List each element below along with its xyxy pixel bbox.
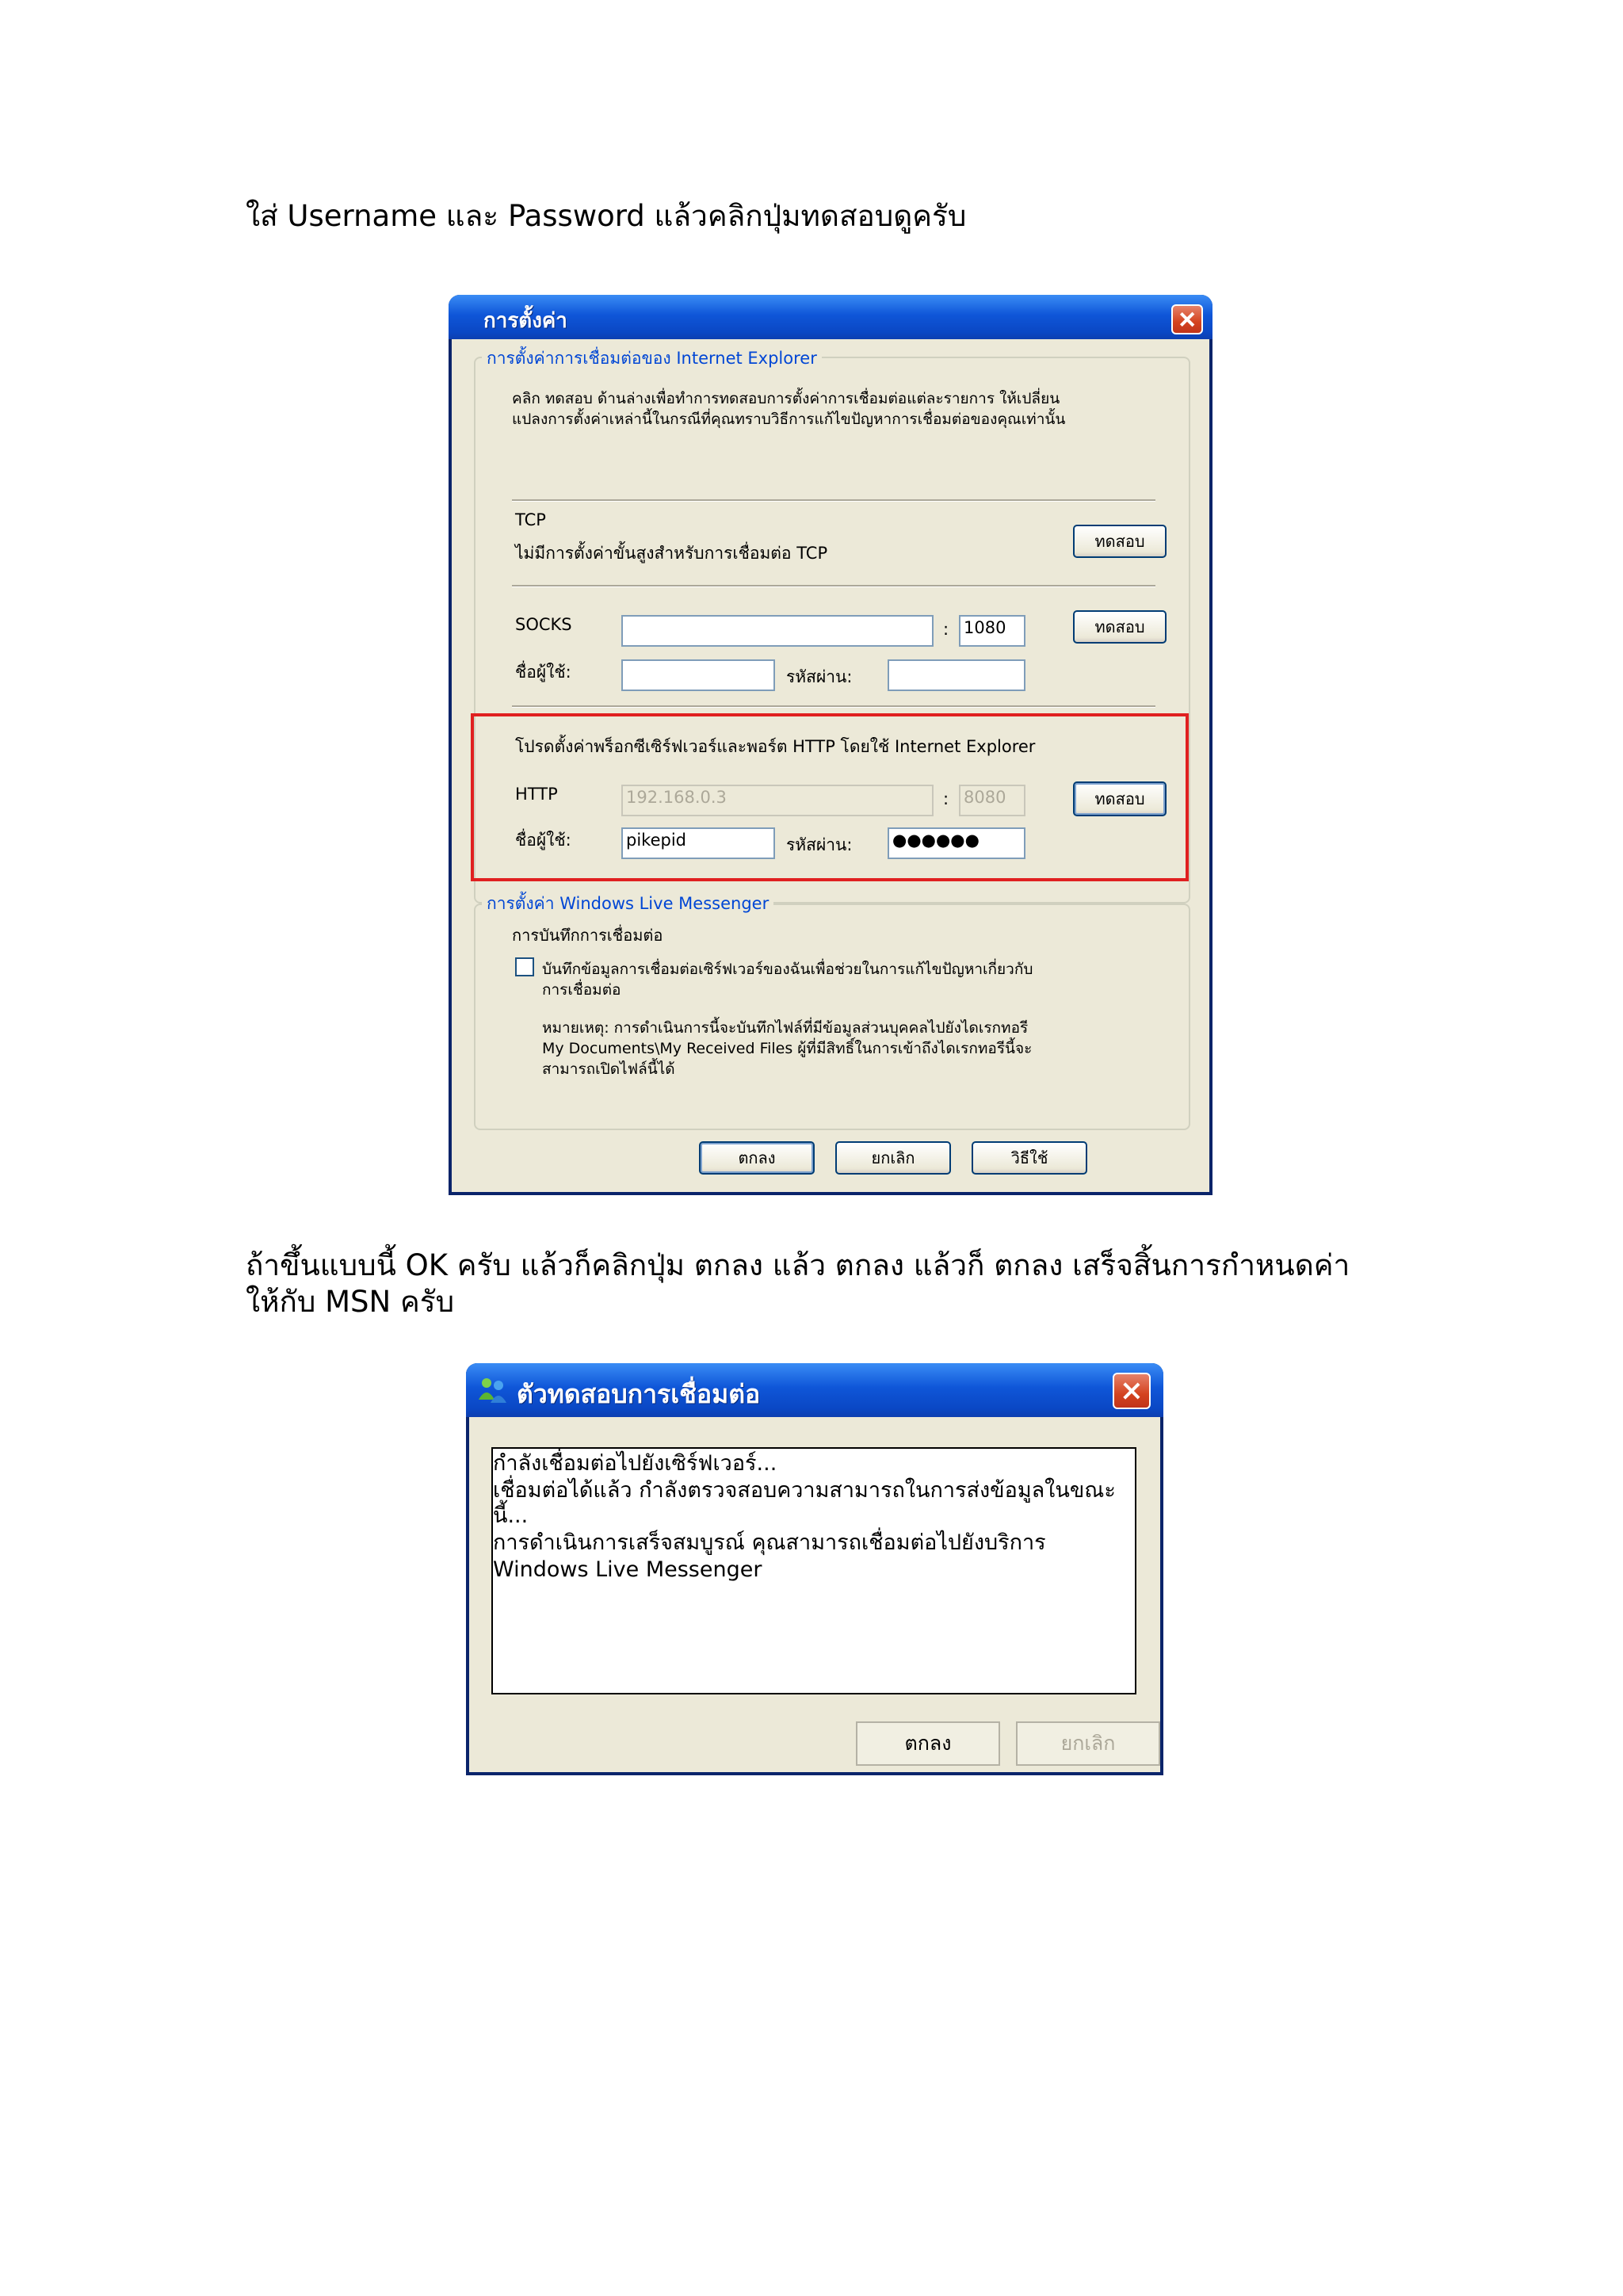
log-line: เชื่อมต่อได้แล้ว กำลังตรวจสอบความสามารถในการส่งข้อมูลในขณะ (493, 1478, 1116, 1503)
help-button[interactable]: วิธีใช้ (972, 1141, 1087, 1175)
connection-tester-dialog (466, 1363, 1163, 1775)
ok-button[interactable]: ตกลง (699, 1141, 815, 1175)
http-colon: : (943, 789, 949, 808)
tcp-test-button[interactable]: ทดสอบ (1073, 525, 1167, 558)
tester-cancel-button: ยกเลิก (1016, 1721, 1160, 1766)
socks-colon: : (943, 620, 949, 639)
http-note: โปรดตั้งค่าพร็อกซีเซิร์ฟเวอร์และพอร์ต HTTP โดยใช้ Internet Explorer (515, 737, 1036, 756)
divider (512, 499, 1155, 502)
instruction-text-2-line1: ถ้าขึ้นแบบนี้ OK ครับ แล้วก็คลิกปุ่ม ตกลง แล้ว ตกลง แล้วก็ ตกลง เสร็จสิ้นการกำหนดค่า (246, 1248, 1350, 1282)
http-password-input[interactable]: ●●●●●● (888, 827, 1025, 859)
divider (512, 585, 1155, 587)
socks-username-input[interactable] (621, 659, 775, 691)
divider (512, 705, 1155, 708)
logging-checkbox[interactable] (515, 957, 534, 976)
http-password-label: รหัสผ่าน: (786, 835, 853, 854)
messenger-buddies-icon (477, 1376, 509, 1404)
ie-group-legend: การตั้งค่าการเชื่อมต่อของ Internet Explorer (482, 346, 822, 372)
http-label: HTTP (515, 785, 558, 804)
settings-body (452, 339, 1209, 1192)
settings-dialog (449, 295, 1212, 1195)
wlm-group-legend: การตั้งค่า Windows Live Messenger (482, 891, 773, 917)
log-line: นี้... (493, 1503, 529, 1528)
socks-password-label: รหัสผ่าน: (786, 667, 853, 686)
tester-titlebar[interactable] (466, 1363, 1163, 1417)
settings-title: การตั้งค่า (483, 309, 567, 333)
log-line: Windows Live Messenger (493, 1557, 762, 1582)
socks-label: SOCKS (515, 615, 572, 634)
socks-username-label: ชื่อผู้ใช้: (515, 663, 571, 682)
socks-server-input[interactable] (621, 615, 934, 647)
instruction-text-1: ใส่ Username และ Password แล้วคลิกปุ่มทดสอบดูครับ (246, 199, 967, 233)
log-line: การดำเนินการเสร็จสมบูรณ์ คุณสามารถเชื่อมต่อไปยังบริการ (493, 1530, 1046, 1555)
http-port-input: 8080 (959, 785, 1025, 816)
tcp-label: TCP (515, 510, 546, 529)
http-username-label: ชื่อผู้ใช้: (515, 831, 571, 850)
note-line2: My Documents\My Received Files ผู้ที่มีสิทธิ์ในการเข้าถึงไดเรกทอรีนี้จะ (542, 1040, 1033, 1057)
note-line3: สามารถเปิดไฟล์นี้ได้ (542, 1060, 675, 1078)
instruction-text-2-line2: ให้กับ MSN ครับ (246, 1285, 455, 1319)
close-icon[interactable] (1171, 304, 1203, 334)
ie-description-line1: คลิก ทดสอบ ด้านล่างเพื่อทำการทดสอบการตั้งค่าการเชื่อมต่อแต่ละรายการ ให้เปลี่ยน (512, 390, 1060, 407)
ie-description-line2: แปลงการตั้งค่าเหล่านี้ในกรณีที่คุณทราบวิธีการแก้ไขปัญหาการเชื่อมต่อของคุณเท่านั้น (512, 411, 1066, 428)
http-test-button[interactable]: ทดสอบ (1073, 781, 1167, 816)
http-username-input[interactable]: pikepid (621, 827, 775, 859)
tcp-description: ไม่มีการตั้งค่าขั้นสูงสำหรับการเชื่อมต่อ TCP (515, 544, 828, 563)
tester-title: ตัวทดสอบการเชื่อมต่อ (517, 1379, 761, 1409)
tester-body (469, 1417, 1160, 1772)
http-server-input: 192.168.0.3 (621, 785, 934, 816)
log-output (491, 1447, 1136, 1694)
close-icon[interactable] (1113, 1373, 1151, 1409)
socks-password-input[interactable] (888, 659, 1025, 691)
log-line: กำลังเชื่อมต่อไปยังเซิร์ฟเวอร์... (493, 1451, 777, 1476)
cancel-button[interactable]: ยกเลิก (835, 1141, 951, 1175)
note-line1: หมายเหตุ: การดำเนินการนี้จะบันทึกไฟล์ที่มีข้อมูลส่วนบุคคลไปยังไดเรกทอรี (542, 1019, 1029, 1037)
socks-test-button[interactable]: ทดสอบ (1073, 610, 1167, 644)
socks-port-input[interactable]: 1080 (959, 615, 1025, 647)
checkbox-label-line2: การเชื่อมต่อ (542, 981, 621, 999)
tester-ok-button[interactable]: ตกลง (856, 1721, 1000, 1766)
checkbox-label-line1: บันทึกข้อมูลการเชื่อมต่อเซิร์ฟเวอร์ของฉันเพื่อช่วยในการแก้ไขปัญหาเกี่ยวกับ (542, 961, 1033, 978)
settings-titlebar[interactable] (449, 295, 1212, 339)
logging-heading: การบันทึกการเชื่อมต่อ (512, 926, 663, 945)
